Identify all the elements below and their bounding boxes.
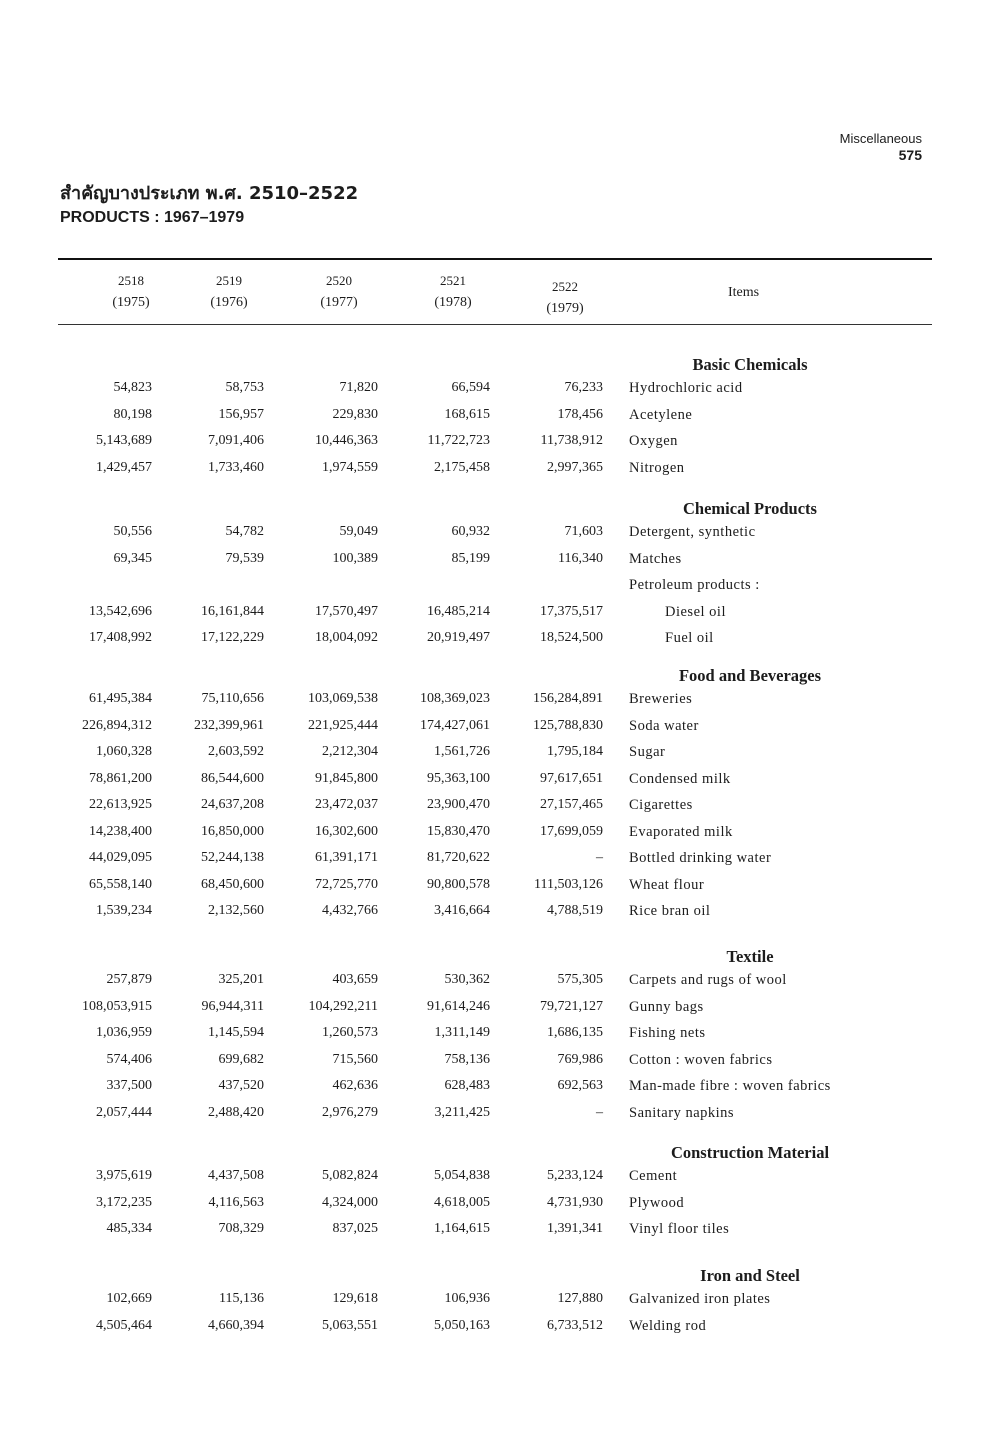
value-cell: 221,925,444	[308, 717, 378, 733]
value-cell: 1,036,959	[96, 1025, 152, 1040]
table-row	[0, 689, 990, 715]
value-cell: 11,738,912	[540, 433, 603, 448]
value-cell: 86,544,600	[201, 770, 264, 786]
value-cell: 758,136	[444, 1051, 490, 1067]
value-cell: 178,456	[557, 406, 603, 422]
column-header	[510, 276, 620, 320]
column-header	[398, 270, 508, 314]
column-year-ad: (1976)	[210, 295, 248, 310]
value-cell: 156,957	[218, 406, 264, 422]
value-cell: 5,050,163	[434, 1317, 490, 1333]
table-row	[0, 405, 990, 431]
value-cell: 50,556	[113, 524, 152, 539]
table-title-english: PRODUCTS : 1967–1979	[60, 209, 245, 226]
value-cell: 837,025	[332, 1221, 378, 1236]
value-cell: 437,520	[218, 1078, 264, 1093]
value-cell: 257,879	[106, 972, 152, 987]
item-label: Man-made fibre : woven fabrics	[629, 1078, 831, 1094]
item-label: Plywood	[629, 1194, 685, 1211]
value-cell: 156,284,891	[533, 691, 603, 706]
value-cell: 5,143,689	[96, 433, 152, 448]
column-header	[76, 270, 186, 314]
value-cell: 13,542,696	[89, 603, 152, 619]
table-row	[0, 716, 990, 742]
value-cell: 403,659	[332, 972, 378, 987]
value-cell: 23,900,470	[427, 797, 490, 812]
value-cell: 72,725,770	[315, 876, 378, 892]
table-row	[0, 1023, 990, 1049]
value-cell: 1,429,457	[96, 459, 152, 475]
table-row	[0, 742, 990, 768]
item-label: Evaporated milk	[629, 823, 733, 840]
category-heading: Chemical Products	[683, 499, 817, 518]
header-rule	[58, 324, 932, 325]
value-cell: 91,614,246	[427, 998, 490, 1014]
item-label: Gunny bags	[629, 998, 704, 1015]
running-header	[840, 130, 922, 164]
table-row	[0, 970, 990, 996]
value-cell: 229,830	[332, 406, 378, 422]
value-cell: 2,488,420	[208, 1104, 264, 1120]
value-cell: 60,932	[451, 524, 490, 539]
value-cell: 3,975,619	[96, 1168, 152, 1183]
table-row	[0, 1219, 990, 1245]
value-cell: 2,057,444	[96, 1104, 152, 1120]
value-cell: 17,408,992	[89, 630, 152, 645]
value-cell: 226,894,312	[82, 717, 152, 733]
value-cell: 1,686,135	[547, 1025, 603, 1040]
value-cell: 68,450,600	[201, 876, 264, 892]
column-year-ad: (1977)	[320, 295, 358, 310]
value-cell: 125,788,830	[533, 717, 603, 733]
column-year-be: 2522	[552, 279, 578, 294]
value-cell: 103,069,538	[308, 691, 378, 706]
value-cell: 14,238,400	[89, 823, 152, 839]
table-row	[0, 848, 990, 874]
value-cell: 16,302,600	[315, 823, 378, 839]
item-label: Acetylene	[629, 406, 693, 423]
table-row	[0, 628, 990, 654]
item-label: Diesel oil	[665, 603, 726, 620]
value-cell: 52,244,138	[201, 850, 264, 865]
category-heading: Construction Material	[670, 1143, 830, 1162]
value-cell: 1,561,726	[434, 744, 490, 759]
value-cell: 2,603,592	[208, 744, 264, 759]
value-cell: 61,391,171	[315, 850, 378, 865]
value-cell: 6,733,512	[547, 1317, 603, 1333]
value-cell: 575,305	[557, 972, 603, 987]
items-column-header: Items	[728, 285, 760, 300]
value-cell: 3,172,235	[96, 1194, 152, 1210]
value-cell: 69,345	[113, 550, 152, 566]
value-cell: 174,427,061	[420, 717, 490, 733]
value-cell: 18,004,092	[315, 630, 378, 645]
item-label: Cotton : woven fabrics	[629, 1051, 773, 1068]
value-cell: 1,539,234	[96, 903, 152, 918]
value-cell: 574,406	[106, 1051, 152, 1067]
value-cell: 2,212,304	[322, 744, 378, 759]
table-row	[0, 997, 990, 1023]
column-header	[174, 270, 284, 314]
table-row	[0, 1289, 990, 1315]
table-row	[0, 769, 990, 795]
value-cell: 769,986	[557, 1051, 603, 1067]
value-cell: –	[596, 850, 603, 865]
value-cell: 4,618,005	[434, 1194, 490, 1210]
value-cell: 485,334	[106, 1221, 152, 1236]
value-cell: 54,782	[225, 524, 264, 539]
value-cell: 1,391,341	[547, 1221, 603, 1236]
column-year-be: 2520	[326, 273, 352, 288]
value-cell: 11,722,723	[427, 433, 490, 448]
table-row	[0, 795, 990, 821]
table-row	[0, 378, 990, 404]
value-cell: 85,199	[451, 550, 490, 566]
value-cell: 15,830,470	[427, 823, 490, 839]
value-cell: 75,110,656	[201, 691, 264, 706]
value-cell: 71,603	[564, 524, 603, 539]
item-label: Carpets and rugs of wool	[629, 972, 787, 988]
item-label: Nitrogen	[629, 459, 685, 476]
column-year-be: 2518	[118, 273, 144, 288]
category-heading: Iron and Steel	[700, 1266, 800, 1285]
value-cell: 76,233	[564, 380, 603, 395]
value-cell: 4,505,464	[96, 1317, 152, 1333]
value-cell: 17,122,229	[201, 630, 264, 645]
value-cell: 3,416,664	[434, 903, 490, 918]
value-cell: 1,311,149	[434, 1025, 490, 1040]
table-row	[0, 1103, 990, 1129]
value-cell: 79,721,127	[540, 998, 603, 1014]
value-cell: 16,850,000	[201, 823, 264, 839]
value-cell: 96,944,311	[201, 998, 264, 1014]
page-number: 575	[898, 147, 922, 163]
value-cell: 628,483	[444, 1078, 490, 1093]
value-cell: 462,636	[332, 1078, 378, 1093]
table-row	[0, 1193, 990, 1219]
value-cell: 699,682	[218, 1051, 264, 1067]
table-row	[0, 875, 990, 901]
value-cell: 22,613,925	[89, 797, 152, 812]
item-label: Condensed milk	[629, 770, 731, 787]
value-cell: 54,823	[113, 380, 152, 395]
value-cell: 4,432,766	[322, 903, 378, 918]
value-cell: 7,091,406	[208, 433, 264, 448]
value-cell: 1,260,573	[322, 1025, 378, 1040]
table-row	[0, 1166, 990, 1192]
table-title-thai: สำคัญบางประเภท พ.ศ. 2510–2522	[60, 183, 359, 204]
item-label: Sugar	[629, 744, 666, 760]
value-cell: 23,472,037	[315, 797, 378, 812]
value-cell: 1,164,615	[434, 1221, 490, 1236]
item-label: Rice bran oil	[629, 903, 711, 919]
value-cell: 58,753	[225, 380, 264, 395]
value-cell: 1,974,559	[322, 459, 378, 475]
item-label: Breweries	[629, 691, 693, 707]
value-cell: 1,145,594	[208, 1025, 264, 1040]
value-cell: 71,820	[339, 380, 378, 395]
item-label: Vinyl floor tiles	[629, 1221, 730, 1237]
value-cell: 108,369,023	[420, 691, 490, 706]
value-cell: 18,524,500	[540, 630, 603, 645]
column-year-ad: (1978)	[434, 295, 472, 310]
table-row	[0, 1050, 990, 1076]
value-cell: 66,594	[451, 380, 490, 395]
value-cell: 4,437,508	[208, 1168, 264, 1183]
item-label: Welding rod	[629, 1317, 707, 1334]
table-row	[0, 1076, 990, 1102]
value-cell: 116,340	[558, 550, 603, 566]
value-cell: 5,054,838	[434, 1168, 490, 1183]
value-cell: 81,720,622	[427, 850, 490, 865]
value-cell: 24,637,208	[201, 797, 264, 812]
value-cell: 4,324,000	[322, 1194, 378, 1210]
table-row	[0, 575, 990, 601]
value-cell: 16,485,214	[427, 603, 490, 619]
category-heading: Basic Chemicals	[692, 355, 808, 374]
value-cell: 168,615	[444, 406, 490, 422]
value-cell: 1,060,328	[96, 744, 152, 759]
value-cell: 27,157,465	[540, 797, 603, 812]
table-row	[0, 901, 990, 927]
item-label: Galvanized iron plates	[629, 1291, 771, 1307]
table-row	[0, 1316, 990, 1342]
category-heading: Food and Beverages	[678, 666, 822, 685]
value-cell: 16,161,844	[201, 603, 264, 619]
value-cell: 95,363,100	[427, 770, 490, 786]
value-cell: 2,175,458	[434, 459, 490, 475]
value-cell: 79,539	[225, 550, 264, 566]
value-cell: 65,558,140	[89, 876, 152, 892]
value-cell: 80,198	[113, 406, 152, 422]
value-cell: 708,329	[218, 1221, 264, 1236]
item-label: Wheat flour	[629, 876, 705, 893]
value-cell: 2,976,279	[322, 1104, 378, 1120]
value-cell: 129,618	[332, 1291, 378, 1306]
column-year-ad: (1975)	[112, 295, 150, 310]
value-cell: 20,919,497	[427, 630, 490, 645]
value-cell: 104,292,211	[308, 998, 378, 1014]
value-cell: 5,082,824	[322, 1168, 378, 1183]
category-heading: Textile	[726, 947, 774, 966]
item-label: Hydrochloric acid	[629, 380, 743, 396]
value-cell: 1,733,460	[208, 459, 264, 475]
table-row	[0, 602, 990, 628]
value-cell: 17,699,059	[540, 823, 603, 839]
table-row	[0, 522, 990, 548]
item-label: Fishing nets	[629, 1025, 706, 1041]
value-cell: 325,201	[218, 972, 264, 987]
value-cell: 4,116,563	[208, 1194, 264, 1210]
value-cell: 232,399,961	[194, 717, 264, 733]
value-cell: 3,211,425	[434, 1104, 490, 1120]
value-cell: 10,446,363	[315, 433, 378, 448]
value-cell: 106,936	[444, 1291, 490, 1306]
value-cell: 97,617,651	[540, 770, 603, 786]
item-label: Cement	[629, 1168, 678, 1184]
value-cell: 5,063,551	[322, 1317, 378, 1333]
item-label: Sanitary napkins	[629, 1104, 735, 1121]
table-row	[0, 549, 990, 575]
item-label: Bottled drinking water	[629, 850, 772, 866]
value-cell: 91,845,800	[315, 770, 378, 786]
value-cell: 17,570,497	[315, 603, 378, 619]
value-cell: 111,503,126	[534, 876, 603, 892]
value-cell: 4,788,519	[547, 903, 603, 918]
item-label: Detergent, synthetic	[629, 524, 756, 540]
value-cell: 4,660,394	[208, 1317, 264, 1333]
item-label: Petroleum products :	[629, 577, 760, 593]
item-label: Soda water	[629, 717, 699, 734]
table-row	[0, 822, 990, 848]
value-cell: 337,500	[106, 1078, 152, 1093]
value-cell: 59,049	[339, 524, 378, 539]
section-name: Miscellaneous	[839, 131, 922, 146]
value-cell: 692,563	[557, 1078, 603, 1093]
column-year-be: 2519	[216, 273, 242, 288]
value-cell: 5,233,124	[547, 1168, 603, 1183]
value-cell: 44,029,095	[89, 850, 152, 865]
value-cell: 17,375,517	[540, 603, 603, 619]
value-cell: 2,132,560	[208, 903, 264, 918]
value-cell: 90,800,578	[427, 876, 490, 892]
value-cell: 715,560	[332, 1051, 378, 1067]
value-cell: 108,053,915	[82, 998, 152, 1014]
table-row	[0, 458, 990, 484]
column-year-be: 2521	[440, 273, 466, 288]
item-label: Cigarettes	[629, 797, 693, 813]
value-cell: 102,669	[106, 1291, 152, 1306]
value-cell: 115,136	[219, 1291, 264, 1306]
value-cell: 2,997,365	[547, 459, 603, 475]
item-label: Matches	[629, 550, 682, 567]
item-label: Oxygen	[629, 433, 678, 449]
column-header	[284, 270, 394, 314]
value-cell: 78,861,200	[89, 770, 152, 786]
top-rule	[58, 258, 932, 260]
item-label: Fuel oil	[665, 630, 714, 646]
value-cell: 100,389	[332, 550, 378, 566]
value-cell: 1,795,184	[547, 744, 603, 759]
column-year-ad: (1979)	[546, 301, 584, 316]
value-cell: 530,362	[444, 972, 490, 987]
table-row	[0, 431, 990, 457]
value-cell: 127,880	[557, 1291, 603, 1306]
value-cell: –	[596, 1104, 603, 1120]
value-cell: 61,495,384	[89, 691, 152, 706]
value-cell: 4,731,930	[547, 1194, 603, 1210]
